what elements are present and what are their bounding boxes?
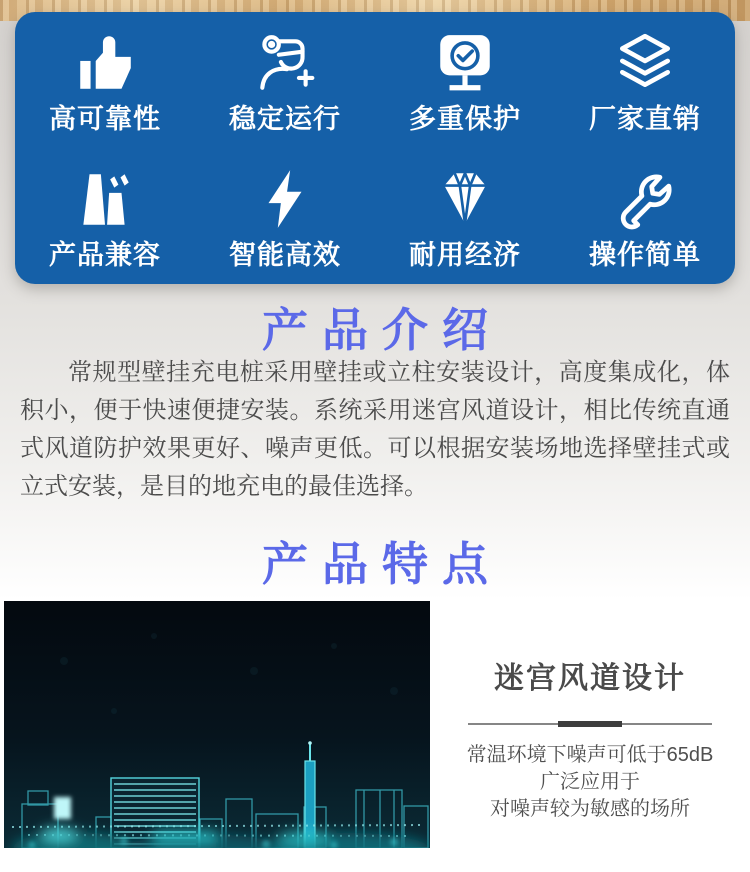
feature-label: 产品兼容 [49, 240, 161, 270]
feature-cell-efficient [195, 148, 375, 284]
detail-line: 常温环境下噪声可低于65dB [466, 744, 714, 766]
features-section-title: 产品特点 [262, 538, 502, 590]
feature-label: 多重保护 [409, 104, 521, 134]
feature-cell-protection [375, 12, 555, 148]
feature-cell-direct-sale [555, 12, 735, 148]
feature-label: 厂家直销 [589, 104, 701, 134]
lightning-icon [252, 166, 318, 232]
diamond-icon [432, 166, 498, 232]
wrench-icon [612, 166, 678, 232]
feature-label: 高可靠性 [49, 104, 161, 134]
intro-section-title: 产品介绍 [262, 304, 502, 356]
divider-accent [558, 721, 622, 727]
feature-detail-heading: 迷宫风道设计 [494, 662, 686, 695]
monitor-check-icon [432, 30, 498, 96]
feature-cell-compatible [15, 148, 195, 284]
intro-paragraph: 常规型壁挂充电桩采用壁挂或立柱安装设计，高度集成化，体积小，便于快速便捷安装。系统采用迷宫风道设计，相比传统直通式风道防护效果更好、噪声更低。可以根据安装场地选择壁挂式或立式安装，是目的地充电的最佳选择。 [20, 359, 730, 500]
city-skyline-image [4, 601, 430, 848]
feature-label: 耐用经济 [409, 240, 521, 270]
divider-line [468, 723, 712, 725]
detail-line: 对噪声较为敏感的场所 [490, 798, 690, 820]
feature-cell-durable [375, 148, 555, 284]
feature-label: 操作简单 [589, 240, 701, 270]
feature-label: 稳定运行 [229, 104, 341, 134]
feature-cell-reliability [15, 12, 195, 148]
thumbs-up-icon [72, 30, 138, 96]
feature-detail-block [430, 645, 750, 823]
customer-service-icon [252, 30, 318, 96]
layers-icon [612, 30, 678, 96]
feature-grid-panel [15, 12, 735, 284]
feature-cell-easy-operate [555, 148, 735, 284]
detail-line: 广泛应用于 [540, 771, 640, 793]
factory-icon [72, 166, 138, 232]
feature-label: 智能高效 [229, 240, 341, 270]
feature-cell-stable-run [195, 12, 375, 148]
